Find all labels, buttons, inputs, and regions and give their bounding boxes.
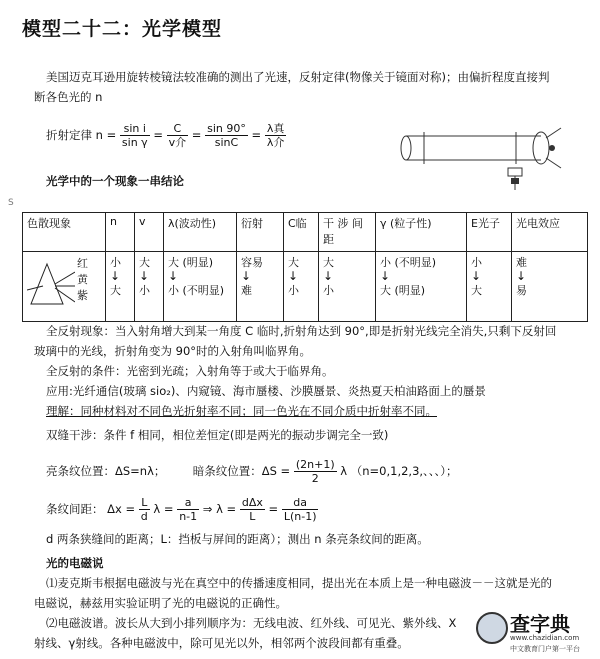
section-heading: 光学中的一个现象一串结论 [46, 174, 184, 188]
header-critical: C临 [284, 213, 319, 252]
prism-icon [27, 260, 75, 312]
refraction-law: 折射定律 n = $\frac{\text{sin i}}{\text{sin γ}}$ = $\frac{C}{\text{v介}}$ = $\frac{\sin 90^\circ}{\sin C}$ = $\frac{\text{λ真}}{\text{λ介}}$ [46, 122, 285, 149]
intro-line-2: 断各色光的 n [34, 90, 103, 104]
watermark-tagline: 中文教育门户第一平台 [510, 645, 580, 653]
prism-cell [23, 252, 106, 322]
fraction-c-v: $\frac{C}{\text{v介}}$ [168, 122, 187, 149]
color-red: 红 [77, 257, 88, 270]
em-line-1: ⑴麦克斯韦根据电磁波与光在真空中的传播速度相同，提出光在本质上是一种电磁波－－这就是光的 [46, 576, 552, 590]
header-photoelectric: 光电效应 [512, 213, 588, 252]
watermark-name: 查字典 [510, 612, 570, 636]
dispersion-table [22, 212, 588, 322]
cell-interference: 大 ↓ 小 [319, 252, 376, 322]
left-margin-mark: S [8, 198, 14, 208]
header-dispersion: 色散现象 [23, 213, 106, 252]
header-diffraction: 衍射 [237, 213, 284, 252]
cell-diffraction: 容易 ↓ 难 [237, 252, 284, 322]
refraction-label: 折射定律 n = [46, 128, 117, 142]
em-line-2: 电磁说，赫兹用实验证明了光的电磁说的正确性。 [34, 596, 287, 610]
watermark-logo [476, 606, 596, 656]
fringe-positions [46, 458, 458, 485]
fringe-spacing: 条纹间距： Δx = $\frac{L}{d}$ λ = $\frac{a}{n-1}$ ⇒ λ = $\frac{\text{dΔx}}{L}$ = $\frac{da}{L(n-1)}$ [46, 496, 317, 523]
page-title: 模型二十二：光学模型 [22, 18, 223, 40]
color-yellow: 黄 [77, 273, 88, 286]
total-reflection-understanding: 理解：同种材料对不同色光折射率不同；同一色光在不同介质中折射率不同。 [46, 404, 437, 418]
header-photon-energy: E光子 [467, 213, 512, 252]
cell-lambda: 大 (明显) ↓ 小 (不明显) [164, 252, 237, 322]
fraction-lambda: $\frac{\text{λ真}}{\text{λ介}}$ [266, 122, 285, 149]
dark-fringe-label: 暗条纹位置：ΔS = [192, 464, 291, 478]
header-interference: 干 涉 间 距 [319, 213, 376, 252]
header-lambda: λ(波动性) [164, 213, 237, 252]
fraction-sin90: $\frac{\sin 90^\circ}{\sin C}$ [207, 122, 246, 149]
fraction-sin-i: $\frac{\text{sin i}}{\text{sin γ}}$ [121, 122, 148, 149]
watermark-url: www.chazidian.com [510, 634, 580, 642]
header-v: v [135, 213, 164, 252]
em-line-3: ⑵电磁波谱。波长从大到小排列顺序为：无线电波、红外线、可见光、紫外线、X [46, 616, 457, 630]
mascot-icon [476, 612, 508, 644]
dark-fringe-fraction: $\frac{(2n+1)}{2}$ [295, 458, 335, 485]
color-violet: 紫 [77, 289, 88, 302]
intro-line-1: 美国迈克耳逊用旋转棱镜法较准确的测出了光速，反射定律(物像关于镜面对称)；由偏折程度直接判 [46, 70, 550, 84]
header-n: n [106, 213, 135, 252]
em-line-4: 射线、γ射线。各种电磁波中，除可见光以外，相邻两个波段间都有重叠。 [34, 636, 409, 650]
total-reflection-line-1: 全反射现象：当入射角增大到某一角度 C 临时,折射角达到 90°,即是折射光线完全消失,只剩下反射回 [46, 324, 557, 338]
total-reflection-condition: 全反射的条件：光密到光疏；入射角等于或大于临界角。 [46, 364, 334, 378]
total-reflection-applications: 应用:光纤通信(玻璃 sio₂)、内窥镜、海市蜃楼、沙膜蜃景、炎热夏天柏油路面上的蜃景 [46, 384, 486, 398]
cell-gamma: 小 (不明显) ↓ 大 (明显) [376, 252, 467, 322]
double-slit-condition: 双缝干涉：条件 f 相同，相位差恒定(即是两光的振动步调完全一致) [46, 428, 389, 442]
dark-fringe-tail: λ （n=0,1,2,3,、、、）； [340, 464, 458, 478]
total-reflection-line-2: 玻璃中的光线，折射角变为 90°时的入射角叫临界角。 [34, 344, 312, 358]
spacing-definitions: d 两条狭缝间的距离；L：挡板与屏间的距离）；测出 n 条亮条纹间的距离。 [46, 532, 429, 546]
apparatus-illustration [396, 118, 574, 196]
cell-critical: 大 ↓ 小 [284, 252, 319, 322]
cell-n: 小 ↓ 大 [106, 252, 135, 322]
bright-fringe: 亮条纹位置：ΔS=nλ； [46, 464, 166, 478]
em-heading: 光的电磁说 [46, 556, 104, 570]
cell-photon-energy: 小 ↓ 大 [467, 252, 512, 322]
cell-photoelectric: 难 ↓ 易 [512, 252, 588, 322]
cell-v: 大 ↓ 小 [135, 252, 164, 322]
header-gamma: γ (粒子性) [376, 213, 467, 252]
